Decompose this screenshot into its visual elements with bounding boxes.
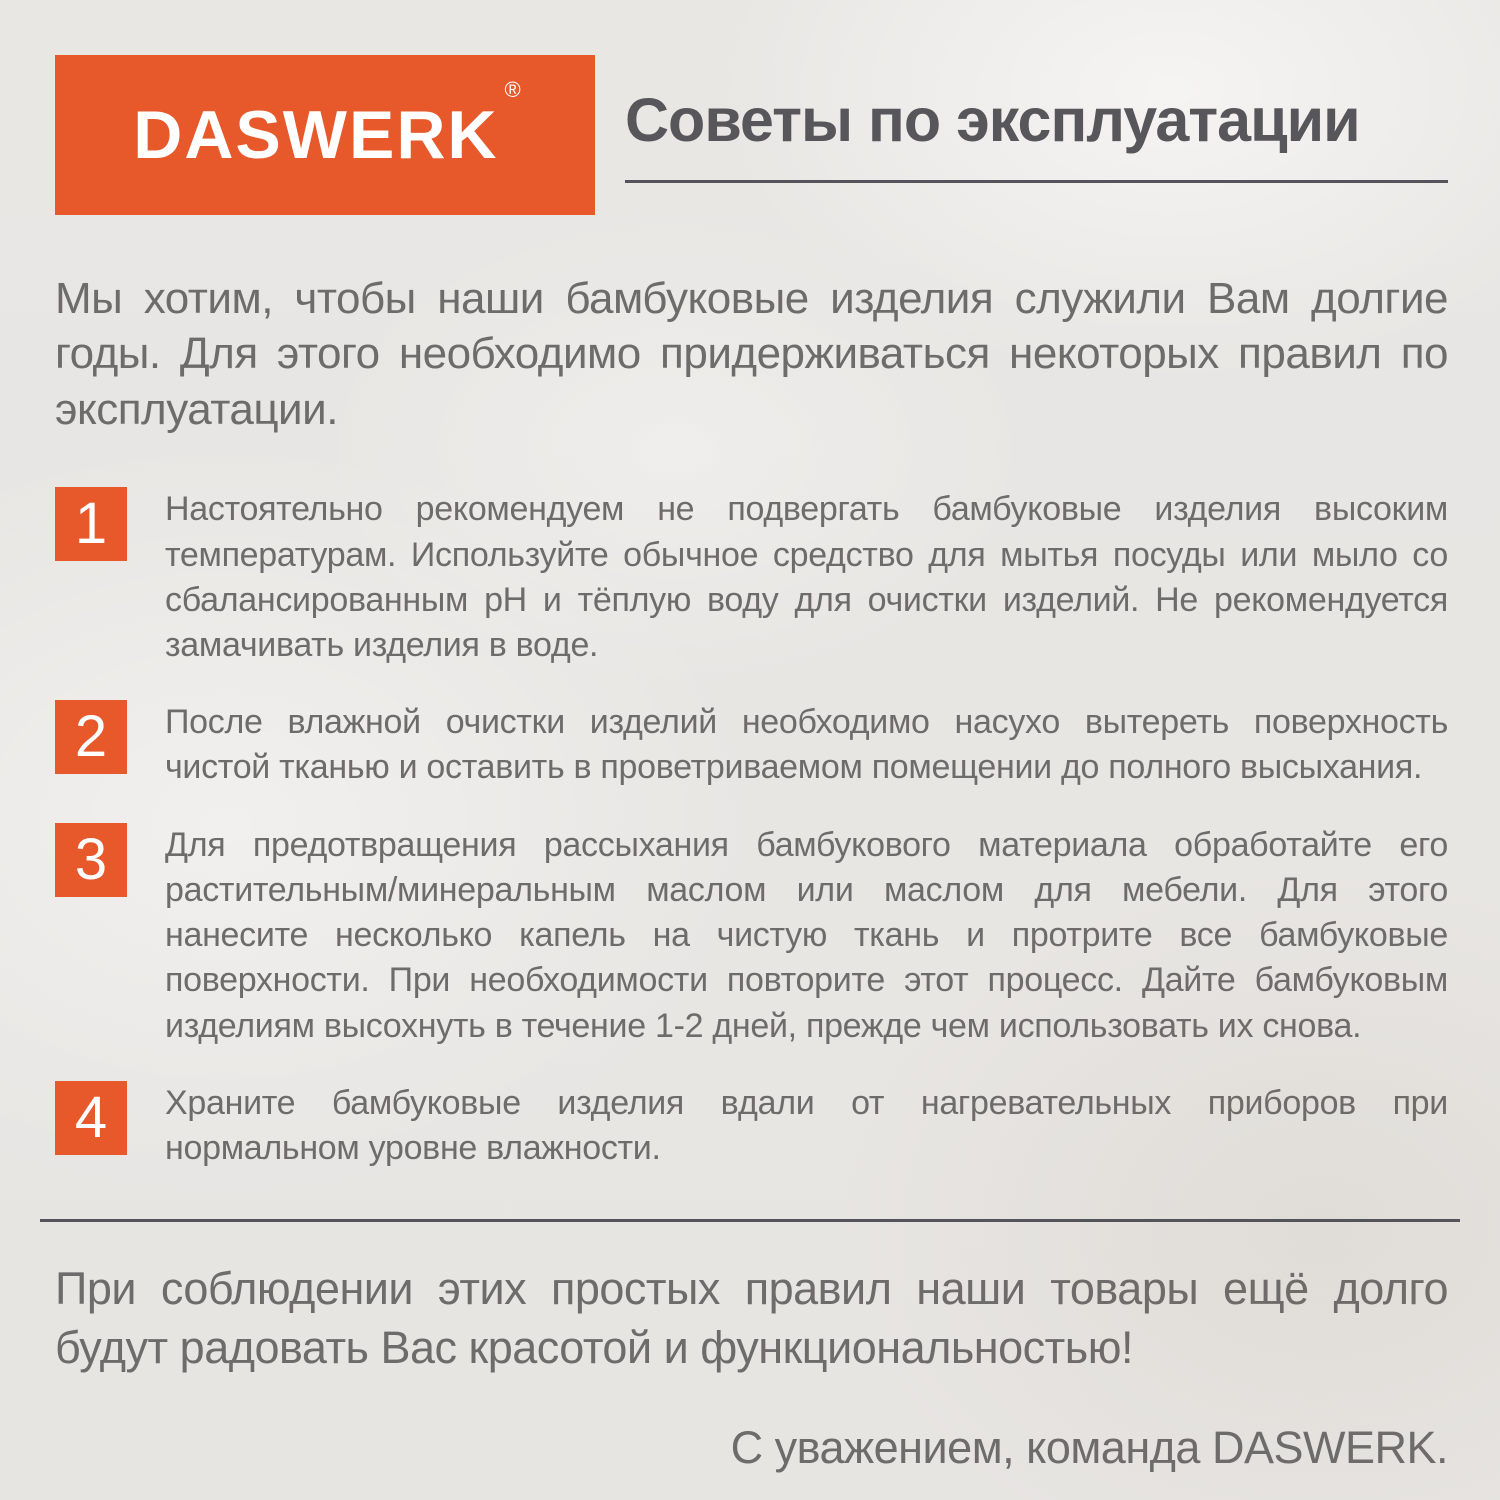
tip-item-2 (55, 700, 1448, 790)
registered-trademark-icon: ® (504, 77, 523, 102)
tip-item-3 (55, 823, 1448, 1049)
tip-text: Настоятельно рекомендуем не подвергать бамбуковые изделия высоким температурам. Используйте обычное средство для мытья посуды или мыло со сбалансированным pH и тёплую воду для очистки изделий. Не рекомендуется замачивать изделия в воде. (165, 490, 1448, 664)
tip-number-badge: 3 (55, 823, 127, 897)
tip-item-1 (55, 487, 1448, 668)
header (55, 55, 1448, 215)
footer-message: При соблюдении этих простых правил наши товары ещё долго будут радовать Вас красотой и функциональностью! (55, 1263, 1448, 1373)
title-underline (625, 180, 1448, 183)
tips-list (55, 487, 1448, 1171)
title-column (625, 55, 1448, 183)
tip-item-4 (55, 1081, 1448, 1171)
tip-number-badge: 2 (55, 700, 127, 774)
tip-number-badge: 1 (55, 487, 127, 561)
brand-logo-text (133, 77, 523, 173)
page-title: Советы по эксплуатации (625, 86, 1360, 154)
footer-signature: С уважением, команда DASWERK. (730, 1422, 1448, 1474)
brand-logo (55, 55, 595, 215)
intro-paragraph: Мы хотим, чтобы наши бамбуковые изделия служили Вам долгие годы. Для этого необходимо придерживаться некоторых правил по эксплуатации. (55, 274, 1448, 434)
tip-text: После влажной очистки изделий необходимо насухо вытереть поверхность чистой тканью и оставить в проветриваемом помещении до полного высыхания. (165, 703, 1448, 787)
tip-number-badge: 4 (55, 1081, 127, 1155)
tip-text: Храните бамбуковые изделия вдали от нагревательных приборов при нормальном уровне влажности. (165, 1083, 1448, 1167)
tip-text: Для предотвращения рассыхания бамбукового материала обработайте его растительным/минеральным маслом или маслом для мебели. Для этого нанесите несколько капель на чистую ткань и протрите все бамбуковые поверхности. При необходимости повторите этот процесс. Дайте бамбуковым изделиям высохнуть в течение 1-2 дней, прежде чем использовать их снова. (165, 825, 1448, 1045)
footer-divider (40, 1219, 1460, 1222)
brand-name: DASWERK (133, 97, 499, 173)
